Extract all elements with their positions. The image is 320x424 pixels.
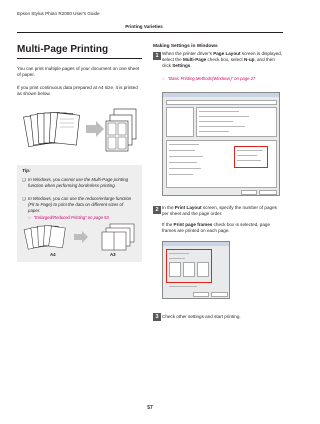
left-column xyxy=(17,36,142,97)
dialog-titlebar xyxy=(163,93,279,97)
arrow-icon: ☞ xyxy=(162,76,166,81)
chapter-title: Printing Varieties xyxy=(125,24,163,29)
step-number-3: 3 xyxy=(153,313,161,321)
source-pages-stack xyxy=(24,112,80,146)
checkbox-bullet-icon: ❏ xyxy=(22,177,26,182)
a4-pages-stack xyxy=(24,226,65,250)
tip-text: In Windows, you cannot use the Multi-Page printing function when performing borderless printing. xyxy=(28,177,129,188)
page-preview-panel xyxy=(166,107,194,137)
arrow-icon xyxy=(74,231,88,243)
step-number-1: 1 xyxy=(153,52,161,60)
title-rule xyxy=(17,58,142,59)
tip-item xyxy=(22,177,137,189)
multipage-illustration xyxy=(22,105,142,165)
tip-box xyxy=(17,165,142,262)
ok-button-image xyxy=(193,292,209,297)
cancel-button-image xyxy=(211,292,228,297)
page-number: 57 xyxy=(147,405,153,411)
page-layout-dialog-screenshot xyxy=(162,92,280,196)
tip-label: Tip: xyxy=(22,169,31,174)
a4-label: A4 xyxy=(50,252,56,257)
step-2-note: If the Print page frames check box is selected, page frames are printed on each page. xyxy=(162,222,271,233)
page-title: Multi-Page Printing xyxy=(17,44,109,55)
step-number-2: 2 xyxy=(153,206,161,214)
tip-xref-link[interactable] xyxy=(28,215,109,220)
dialog-titlebar xyxy=(163,242,229,246)
page-order-preview xyxy=(183,262,195,277)
step-1-xref-text: “Basic Printing Methods(Windows)” on page 27 xyxy=(167,76,256,81)
header-rule xyxy=(17,32,283,33)
page-order-preview xyxy=(197,262,209,277)
checkbox-bullet-icon: ❏ xyxy=(22,196,26,201)
step-1-text: When the printer driver's Page Layout screen is displayed, select the Multi-Page check box, select N-up, and then click Settings. xyxy=(162,51,283,68)
a3-sheets xyxy=(102,224,134,250)
cancel-button-image xyxy=(259,190,277,195)
tip-text: In Windows, you can use the reduce/enlarge function (Fit to Page) to print the data on different sizes of paper. xyxy=(28,196,132,213)
a4-to-a3-illustration xyxy=(22,222,138,260)
dialog-tabs xyxy=(166,100,277,105)
ok-button-image xyxy=(241,190,257,195)
page-order-preview xyxy=(169,262,181,277)
a3-label: A3 xyxy=(110,252,116,257)
tip-item xyxy=(22,196,137,213)
manual-title: Epson Stylus Photo R2000 User's Guide xyxy=(17,11,100,16)
arrow-icon xyxy=(86,121,104,137)
step-2-text: In the Print Layout screen, specify the number of pages per sheet and the page order. xyxy=(162,205,277,216)
step-3-text: Check other settings and start printing. xyxy=(162,314,241,319)
arrow-icon: ☞ xyxy=(28,215,32,220)
section-title: Making Settings in Windows xyxy=(153,44,218,49)
tip-xref-text: “Enlarged/Reduced Printing” on page 53 xyxy=(33,215,109,220)
print-layout-dialog-screenshot xyxy=(162,241,230,299)
intro-paragraph: You can print multiple pages of your document on one sheet of paper. xyxy=(17,66,140,77)
step-1-xref-link[interactable] xyxy=(162,76,282,82)
intro-paragraph-2: If you print continuous data prepared at A4 size, it is printed as shown below. xyxy=(17,85,138,96)
